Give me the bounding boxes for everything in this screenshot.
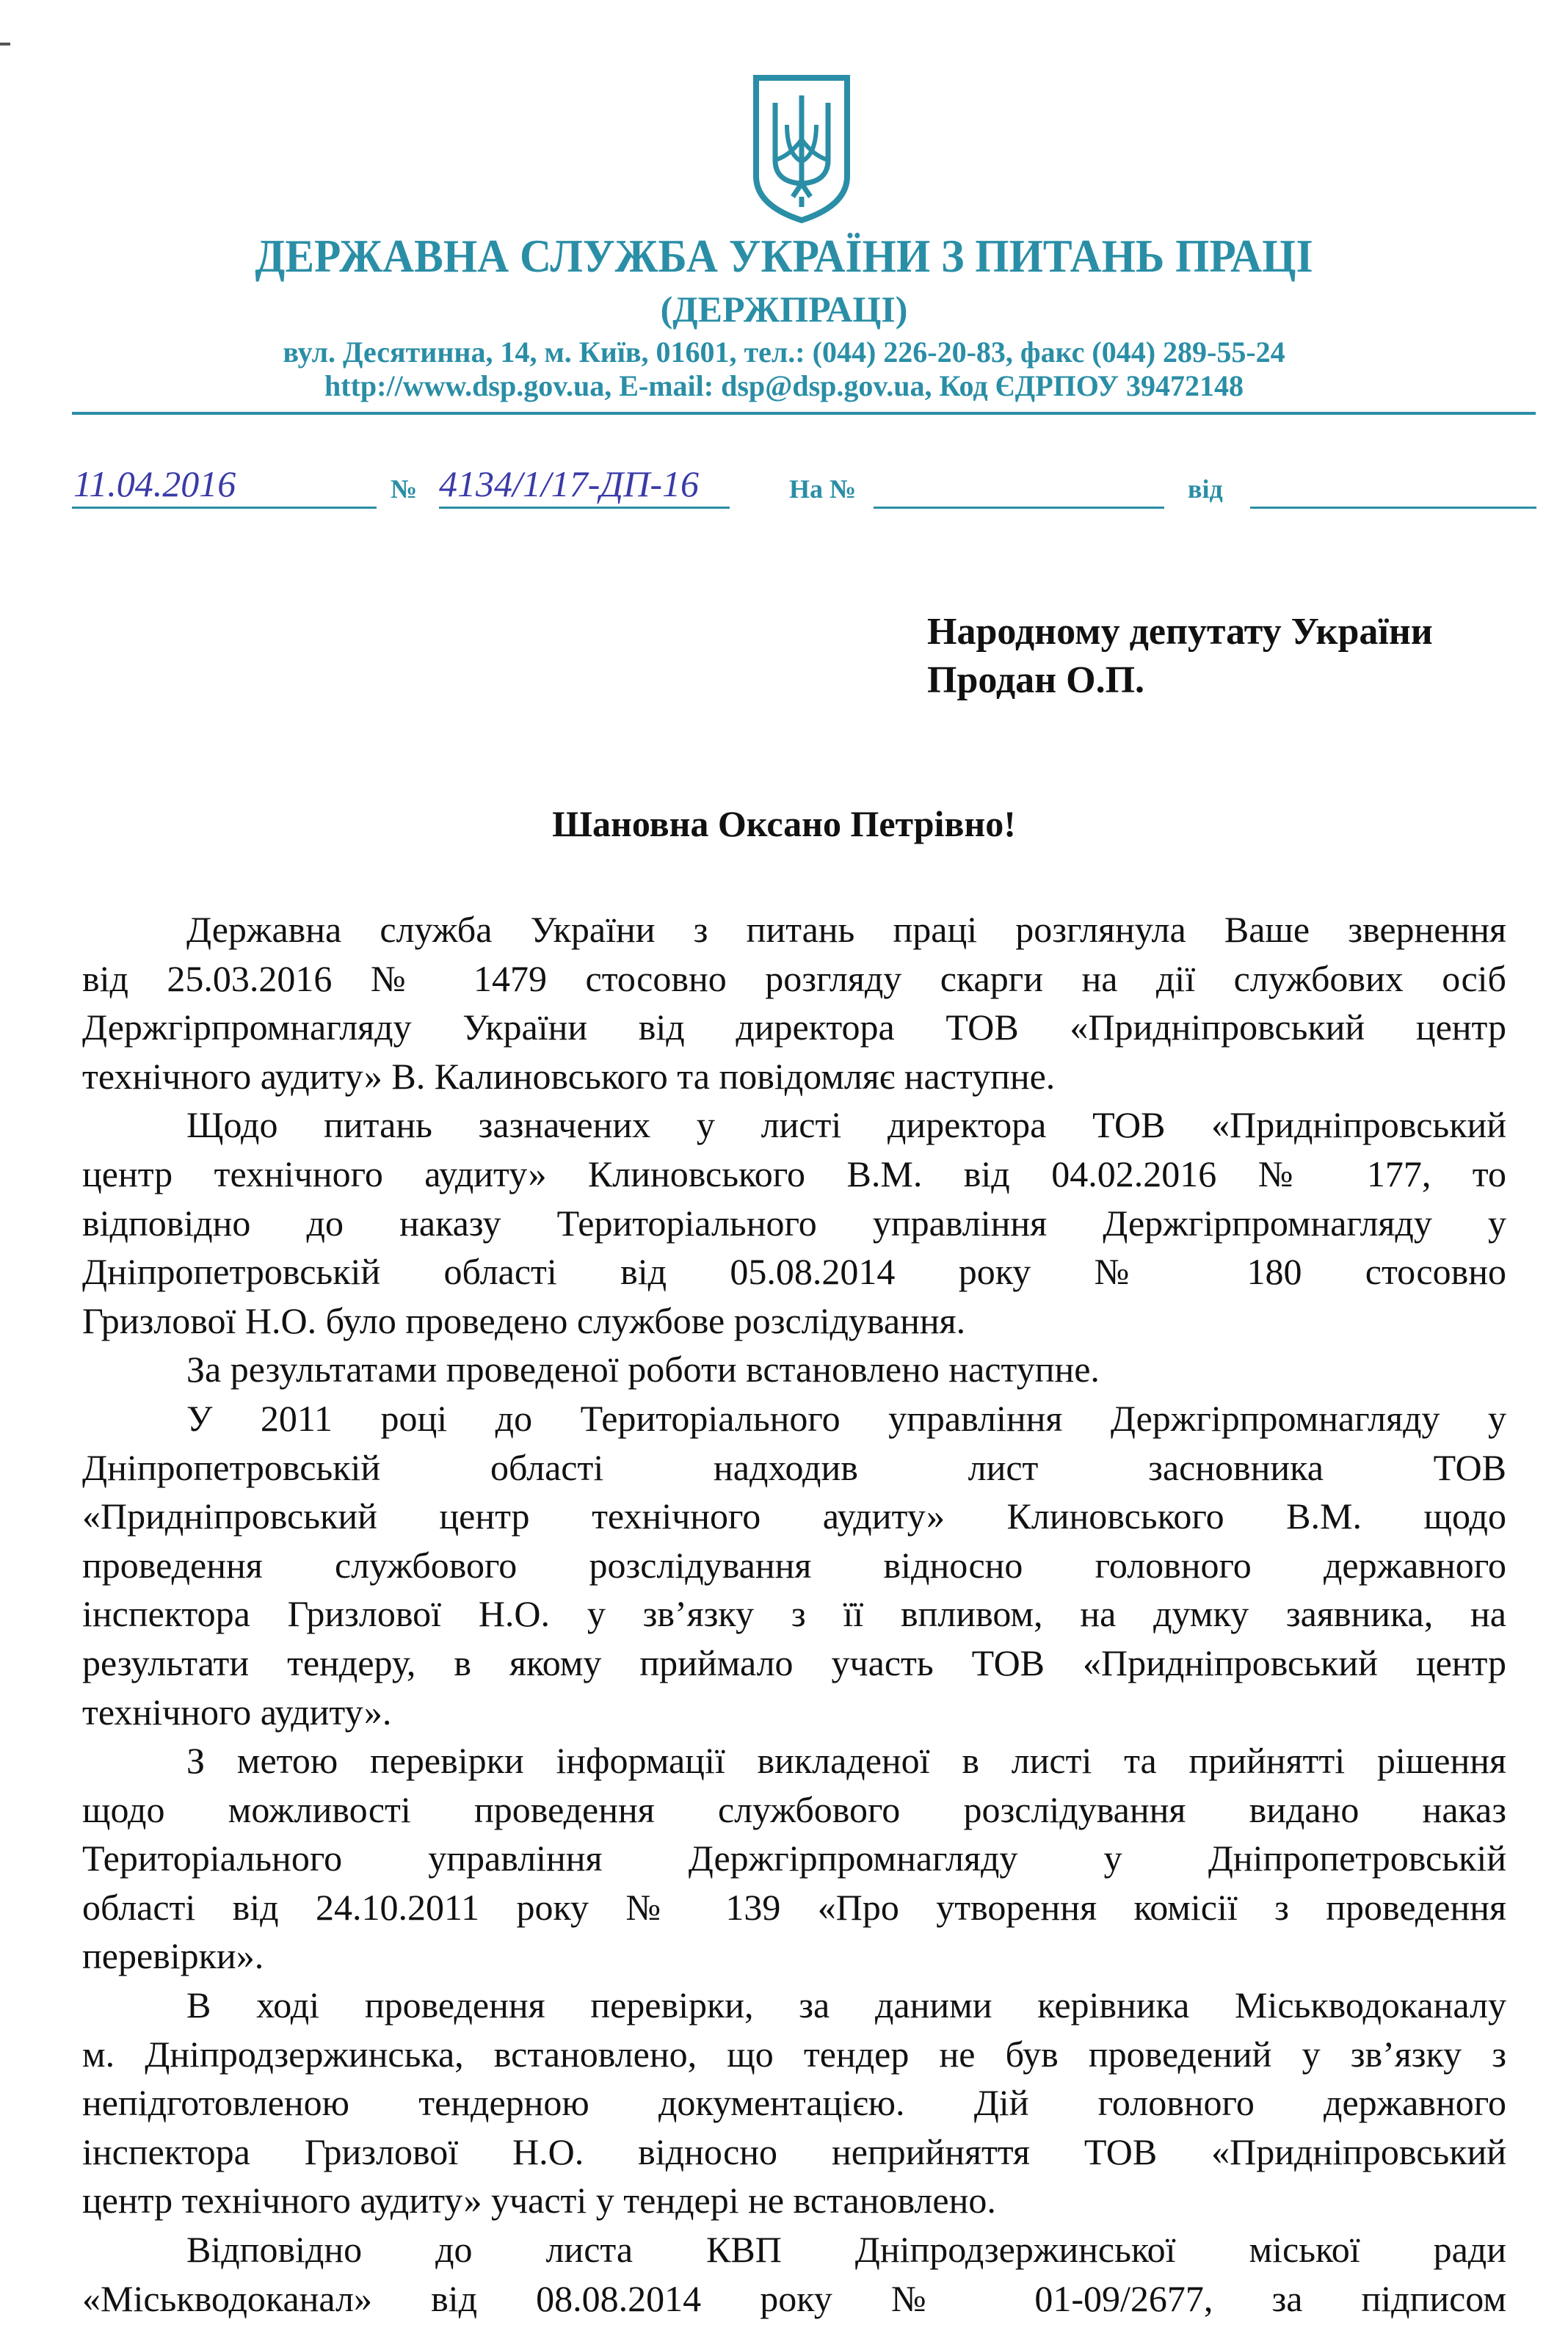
reply-to-label: На № [789, 474, 857, 504]
paragraph-line: інспектора Гризлової Н.О. у зв’язку з її впливом, на думку заявника, на [82, 1593, 1506, 1635]
paragraph-line: технічного аудиту» В. Калиновського та повідомляє наступне. [82, 1055, 1056, 1097]
date-field-line [72, 507, 377, 509]
paragraph-line: З метою перевірки інформації викладеної в листі та прийнятті рішення [186, 1740, 1506, 1782]
reply-date-label: від [1188, 474, 1223, 504]
paragraph-line: від 25.03.2016 № 1479 стосовно розгляду скарги на дії службових осіб [82, 957, 1506, 999]
addressee-name: Продан О.П. [927, 659, 1145, 701]
paragraph-line: Гризлової Н.О. було проведено службове розслідування. [82, 1299, 966, 1341]
paragraph [82, 905, 1506, 1100]
paragraph-line: центр технічного аудиту» участі у тендері не встановлено. [82, 2180, 996, 2222]
paragraph-line: Щодо питань зазначених у листі директора ТОВ «Придніпровський [186, 1104, 1506, 1146]
paragraph-line: області від 24.10.2011 року № 139 «Про утворення комісії з проведення [82, 1886, 1506, 1928]
paragraph-line: щодо можливості проведення службового розслідування видано наказ [82, 1788, 1506, 1830]
organization-short-name: (ДЕРЖПРАЦІ) [660, 289, 908, 330]
organization-title: ДЕРЖАВНА СЛУЖБА УКРАЇНИ З ПИТАНЬ ПРАЦІ [255, 230, 1313, 282]
paragraph [82, 1100, 1506, 1345]
paragraph-line: «Міськводоканал» від 08.08.2014 року № 01-09/2677, за підписом [82, 2277, 1506, 2319]
document-date: 11.04.2016 [73, 463, 236, 504]
number-label: № [391, 474, 418, 504]
paragraph-line: «Придніпровський центр технічного аудиту» Клиновського В.М. щодо [82, 1495, 1506, 1537]
paragraph-line: перевірки». [82, 1935, 264, 1977]
document-number: 4134/1/17-ДП-16 [439, 463, 700, 504]
paragraph-line: Державна служба України з питань праці розглянула Ваше звернення [186, 909, 1506, 950]
paragraph-line: Держгірпромнагляду України від директора ТОВ «Придніпровський центр [82, 1007, 1506, 1048]
header-divider [72, 412, 1536, 415]
trident-emblem-icon [750, 73, 853, 224]
paragraph [82, 1981, 1506, 2225]
paragraph-line: У 2011 році до Територіального управління Держгірпромнагляду у [186, 1397, 1506, 1439]
paragraph [82, 1394, 1506, 1736]
paragraph-line: непідготовленою тендерною документацією. Дій головного державного [82, 2082, 1506, 2124]
organization-contacts: http://www.dsp.gov.ua, E-mail: dsp@dsp.gov.ua, Код ЄДРПОУ 39472148 [324, 369, 1244, 402]
paragraph-line: м. Дніпродзержинська, встановлено, що тендер не був проведений у зв’язку з [82, 2033, 1506, 2075]
paragraph-line: Територіального управління Держгірпромнагляду у Дніпропетровській [82, 1838, 1506, 1879]
paragraph-line: результати тендеру, в якому приймало участь ТОВ «Придніпровський центр [82, 1642, 1506, 1683]
paragraph [82, 1345, 1506, 1394]
letter-body [82, 905, 1506, 2323]
paragraph-line: інспектора Гризлової Н.О. відносно неприйняття ТОВ «Придніпровський [82, 2130, 1506, 2172]
organization-address: вул. Десятинна, 14, м. Київ, 01601, тел.: (044) 226-20-83, факс (044) 289-55-24 [283, 336, 1285, 369]
paragraph-line: Дніпропетровській області від 05.08.2014 року № 180 стосовно [82, 1251, 1506, 1293]
paragraph-line: В ході проведення перевірки, за даними керівника Міськводоканалу [186, 1984, 1506, 2026]
paragraph-line: Відповідно до листа КВП Дніпродзержинської міської ради [186, 2229, 1506, 2271]
paragraph-line: центр технічного аудиту» Клиновського В.М. від 04.02.2016 № 177, то [82, 1153, 1506, 1194]
paragraph [82, 2225, 1506, 2323]
addressee-title: Народному депутату України [927, 611, 1433, 653]
addressee [927, 608, 1433, 705]
reply-date-field-line [1250, 507, 1536, 509]
paragraph [82, 1736, 1506, 1981]
number-field-line [439, 507, 730, 509]
paragraph-line: технічного аудиту». [82, 1691, 392, 1733]
salutation: Шановна Оксано Петрівно! [552, 803, 1016, 844]
scan-artifact [0, 43, 10, 46]
reply-to-field-line [874, 507, 1164, 509]
paragraph-line: Дніпропетровській області надходив лист засновника ТОВ [82, 1446, 1506, 1488]
paragraph-line: За результатами проведеної роботи встановлено наступне. [186, 1349, 1100, 1390]
paragraph-line: проведення службового розслідування відносно головного державного [82, 1544, 1506, 1586]
paragraph-line: відповідно до наказу Територіального управління Держгірпромнагляду у [82, 1202, 1506, 1244]
